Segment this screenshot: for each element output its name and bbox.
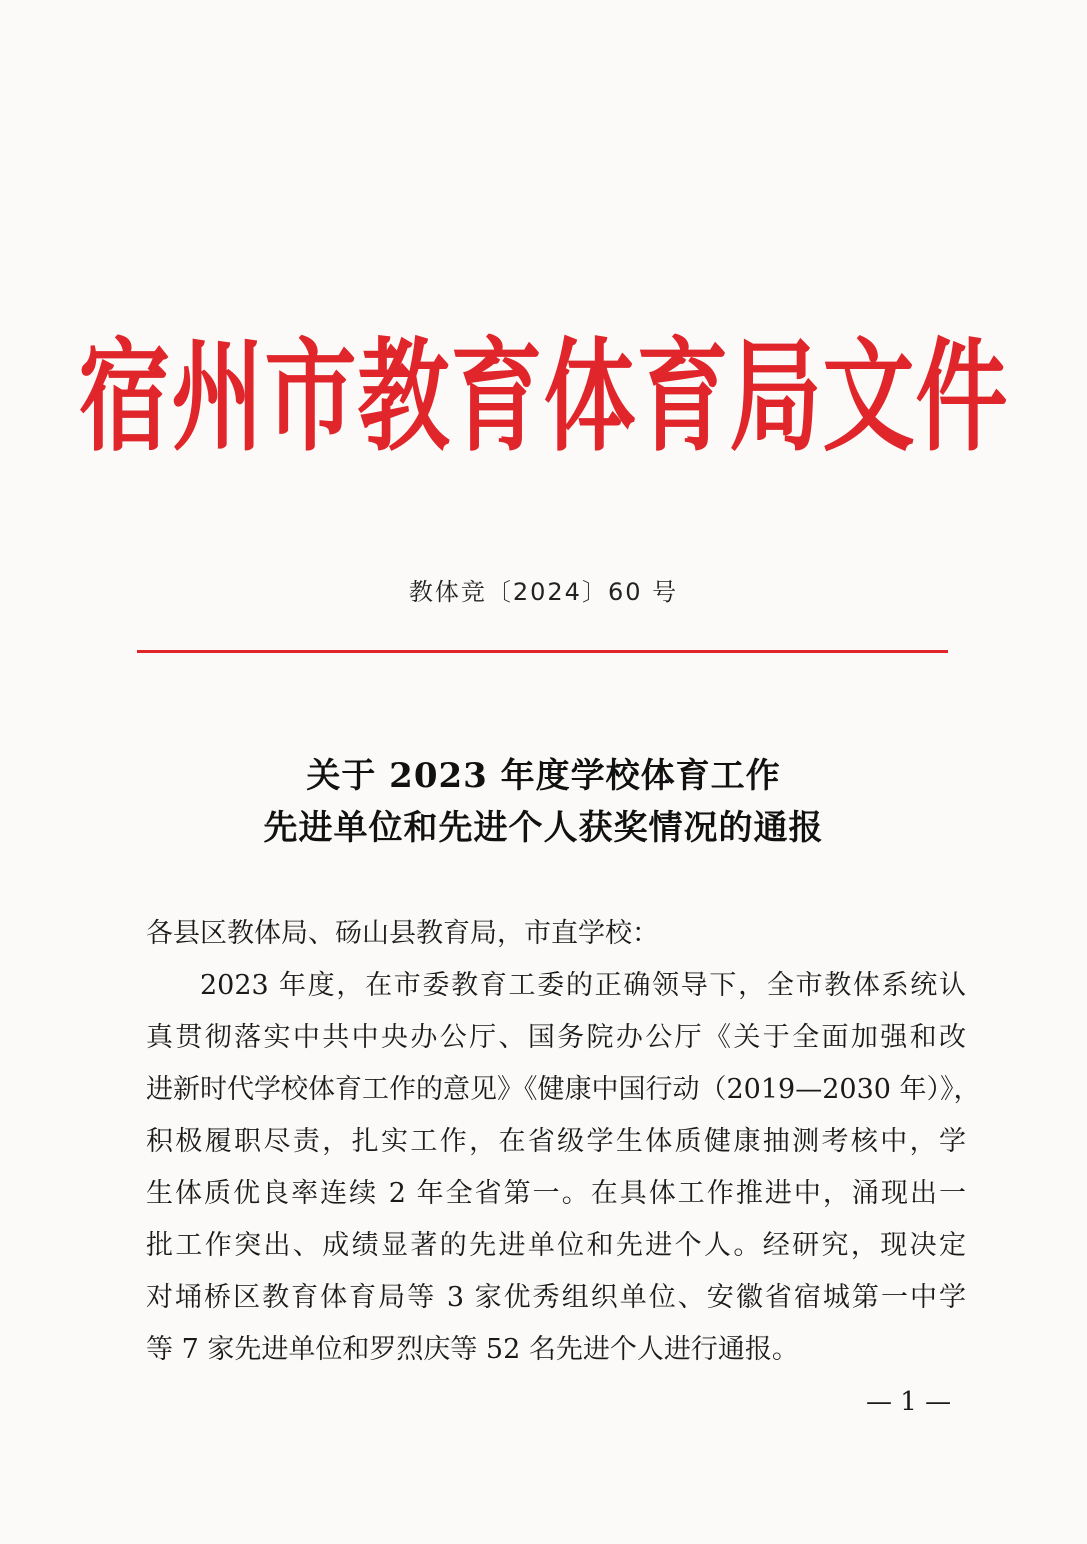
body-line-1: 2023 年度，在市委教育工委的正确领导下，全市教体系统认 bbox=[200, 970, 966, 1001]
page-number: — 1 — bbox=[866, 1387, 952, 1417]
masthead-title: 宿州市教育体育局文件 bbox=[78, 325, 1009, 469]
document-number: 教体竞〔2024〕60 号 bbox=[408, 578, 679, 606]
body-line-7: 对埇桥区教育体育局等 3 家优秀组织单位、安徽省宿城第一中学 bbox=[146, 1282, 966, 1313]
body-line-3: 进新时代学校体育工作的意见》《健康中国行动（2019—2030 年）》， bbox=[146, 1074, 981, 1105]
body-line-8: 等 7 家先进单位和罗烈庆等 52 名先进个人进行通报。 bbox=[146, 1334, 799, 1365]
notice-title-line-2: 先进单位和先进个人获奖情况的通报 bbox=[263, 808, 824, 848]
body-line-2: 真贯彻落实中共中央办公厅、国务院办公厅《关于全面加强和改 bbox=[146, 1022, 966, 1053]
body-line-4: 积极履职尽责，扎实工作，在省级学生体质健康抽测考核中，学 bbox=[146, 1126, 966, 1157]
body-line-6: 批工作突出、成绩显著的先进单位和先进个人。经研究，现决定 bbox=[146, 1230, 966, 1261]
body-line-5: 生体质优良率连续 2 年全省第一。在具体工作推进中，涌现出一 bbox=[146, 1178, 966, 1209]
red-divider-line bbox=[137, 650, 948, 653]
notice-title-line-1: 关于 2023 年度学校体育工作 bbox=[306, 756, 781, 796]
salutation: 各县区教体局、砀山县教育局，市直学校： bbox=[146, 918, 659, 949]
